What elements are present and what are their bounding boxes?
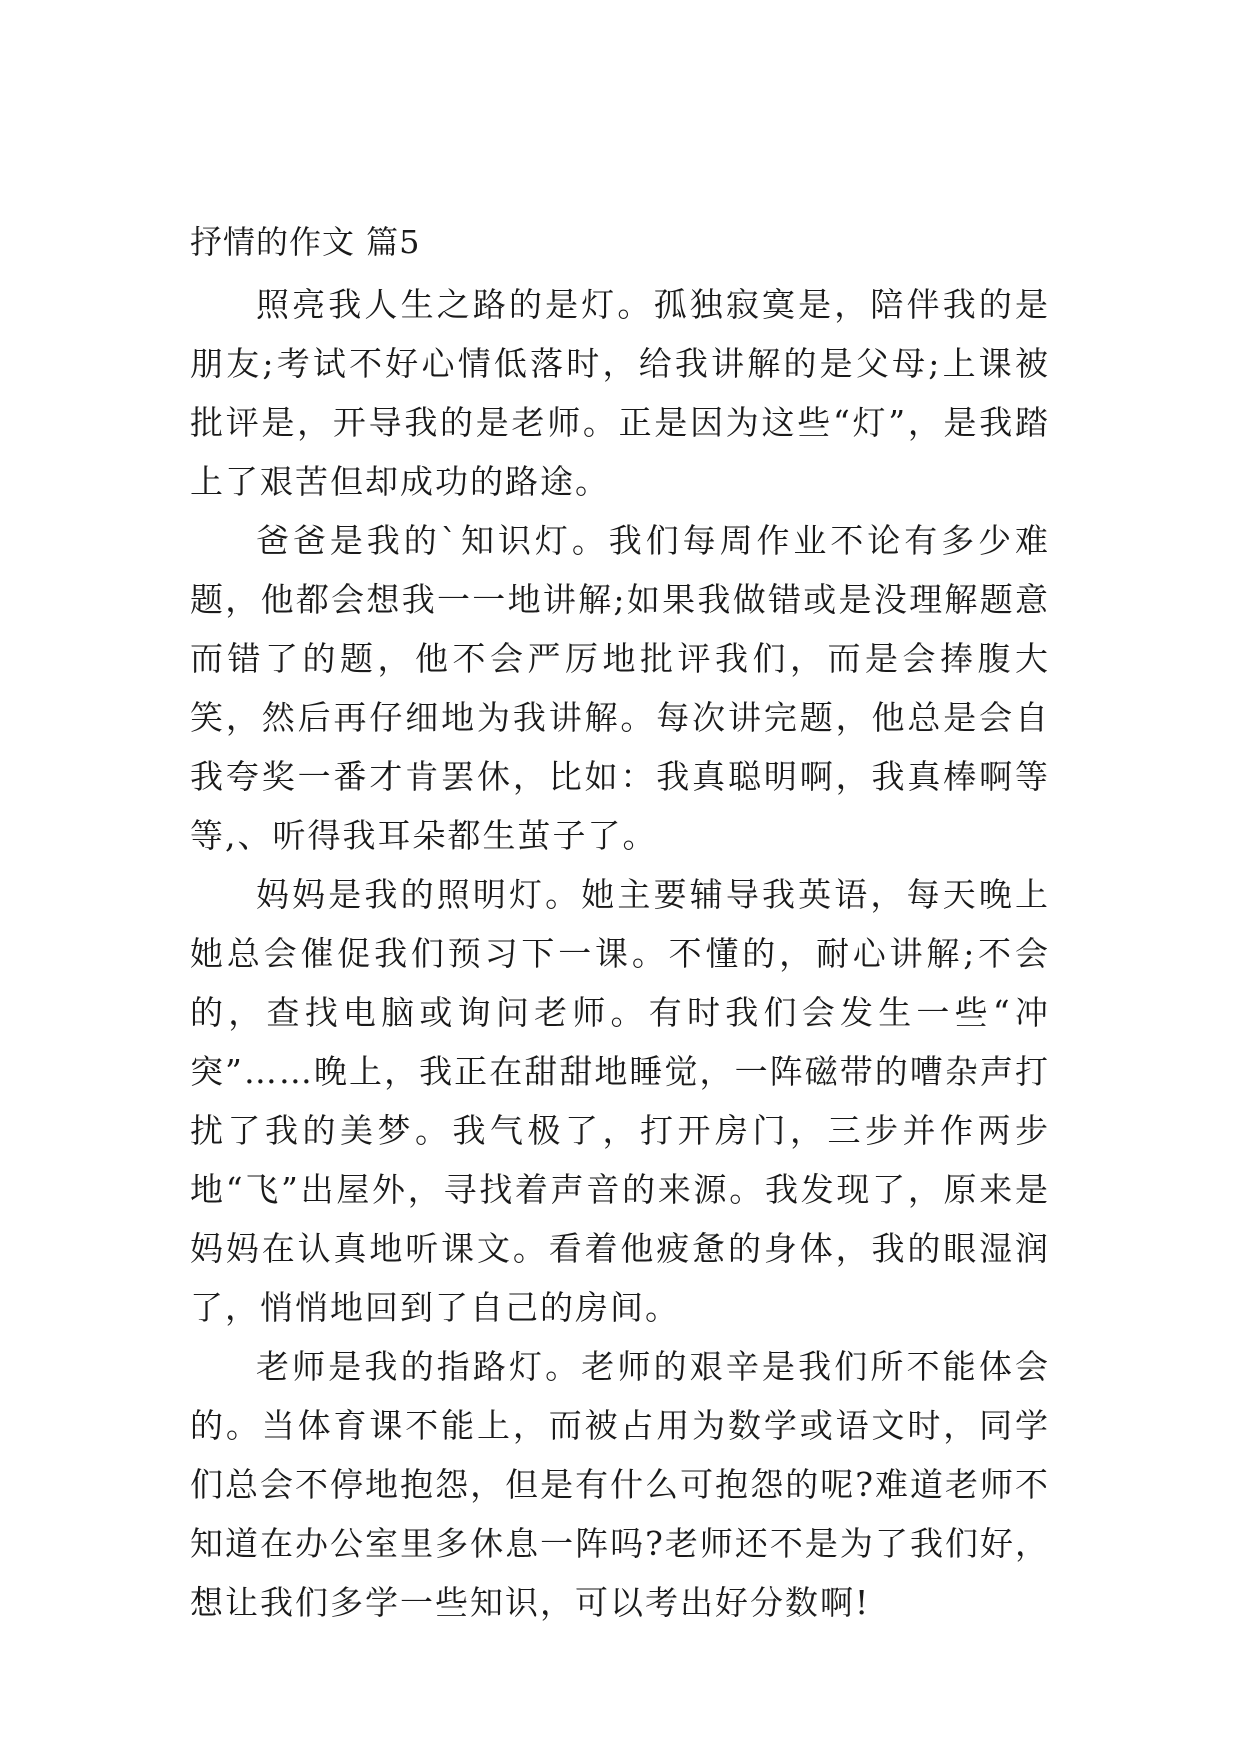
document-body	[190, 275, 1050, 1632]
paragraph-4: 老师是我的指路灯。老师的艰辛是我们所不能体会的。当体育课不能上，而被占用为数学或语文时，同学们总会不停地抱怨，但是有什么可抱怨的呢?难道老师不知道在办公室里多休息一阵吗?老师还不是为了我们好，想让我们多学一些知识，可以考出好分数啊!	[190, 1347, 1050, 1622]
document-title: 抒情的作文 篇5	[190, 223, 421, 261]
paragraph-1: 照亮我人生之路的是灯。孤独寂寞是，陪伴我的是朋友;考试不好心情低落时，给我讲解的是父母;上课被批评是，开导我的是老师。正是因为这些“灯”，是我踏上了艰苦但却成功的路途。	[190, 285, 1050, 501]
paragraph-3: 妈妈是我的照明灯。她主要辅导我英语，每天晚上她总会催促我们预习下一课。不懂的，耐心讲解;不会的，查找电脑或询问老师。有时我们会发生一些“冲突”……晚上，我正在甜甜地睡觉，一阵磁带的嘈杂声打扰了我的美梦。我气极了，打开房门，三步并作两步地“飞”出屋外，寻找着声音的来源。我发现了，原来是妈妈在认真地听课文。看着他疲惫的身体，我的眼湿润了，悄悄地回到了自己的房间。	[190, 875, 1050, 1327]
paragraph-2: 爸爸是我的`知识灯。我们每周作业不论有多少难题，他都会想我一一地讲解;如果我做错或是没理解题意而错了的题，他不会严厉地批评我们，而是会捧腹大笑，然后再仔细地为我讲解。每次讲完题，他总是会自我夸奖一番才肯罢休，比如：我真聪明啊，我真棒啊等等,、听得我耳朵都生茧子了。	[190, 521, 1050, 855]
